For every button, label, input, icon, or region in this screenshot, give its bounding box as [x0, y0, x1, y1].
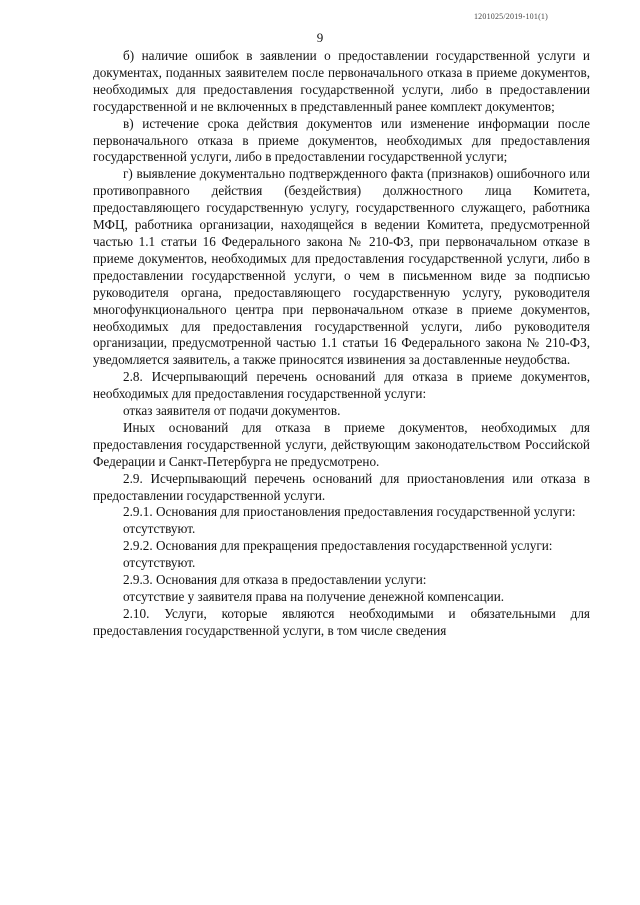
paragraph-2-9-1: 2.9.1. Основания для приостановления предоставления государственной услуги:: [123, 504, 576, 520]
paragraph-no-other-grounds: Иных оснований для отказа в приеме документов, необходимых для предоставления государственной услуги, действующим законодательством Российской Федерации и Санкт-Петербурга не предусмотрено.: [93, 419, 590, 469]
paragraph-2-9-2: 2.9.2. Основания для прекращения предоставления государственной услуги:: [123, 538, 553, 554]
paragraph-2-9-3: 2.9.3. Основания для отказа в предоставлении услуги:: [123, 572, 427, 588]
page-number: 9: [316, 30, 324, 45]
paragraph-v-expiry: в) истечение срока действия документов или изменение информации после первоначального отказа в приеме документов, необходимых для предоставления государственной услуги, либо в предоставлении государственной услуги;: [93, 115, 590, 165]
document-body: [93, 48, 590, 640]
paragraph-2-9-2-value: отсутствуют.: [123, 555, 196, 571]
paragraph-2-8: 2.8. Исчерпывающий перечень оснований для отказа в приеме документов, необходимых для предоставления государственной услуги:: [93, 369, 590, 402]
paragraph-2-10: 2.10. Услуги, которые являются необходимыми и обязательными для предоставления государственной услуги, в том числе сведения: [93, 605, 590, 638]
document-number: 1201025/2019-101(1): [473, 12, 548, 21]
paragraph-g-misconduct: г) выявление документально подтвержденного факта (признаков) ошибочного или противоправного действия (бездействия) должностного лица Комитета, предоставляющего государственную услугу, государственного служащего, работника МФЦ, работника организации, находящейся в ведении Комитета, предусмотренной частью 1.1 статьи 16 Федерального закона № 210-ФЗ, при первоначальном отказе в приеме документов, необходимых для предоставления государственной услуги, либо в предоставлении государственной услуги, о чем в письменном виде за подписью руководителя органа, предоставляющего государственную услугу, руководителя многофункционального центра при первоначальном отказе в приеме документов, необходимых для предоставления государственной услуги, либо руководителя организации, предусмотренной частью 1.1 статьи 16 Федерального закона № 210-ФЗ, уведомляется заявитель, а также приносятся извинения за доставленные неудобства.: [93, 166, 590, 368]
paragraph-2-9-1-value: отсутствуют.: [123, 521, 196, 537]
paragraph-refusal-reason: отказ заявителя от подачи документов.: [123, 403, 341, 419]
paragraph-b-errors: б) наличие ошибок в заявлении о предоставлении государственной услуги и документах, поданных заявителем после первоначального отказа в приеме документов, необходимых для предоставления государственной услуги, либо в предоставлении государственной и не включенных в представленный ранее комплект документов;: [93, 48, 590, 114]
paragraph-2-9-3-value: отсутствие у заявителя права на получение денежной компенсации.: [123, 589, 505, 604]
paragraph-2-9: 2.9. Исчерпывающий перечень оснований для приостановления или отказа в предоставлении государственной услуги.: [93, 470, 590, 503]
